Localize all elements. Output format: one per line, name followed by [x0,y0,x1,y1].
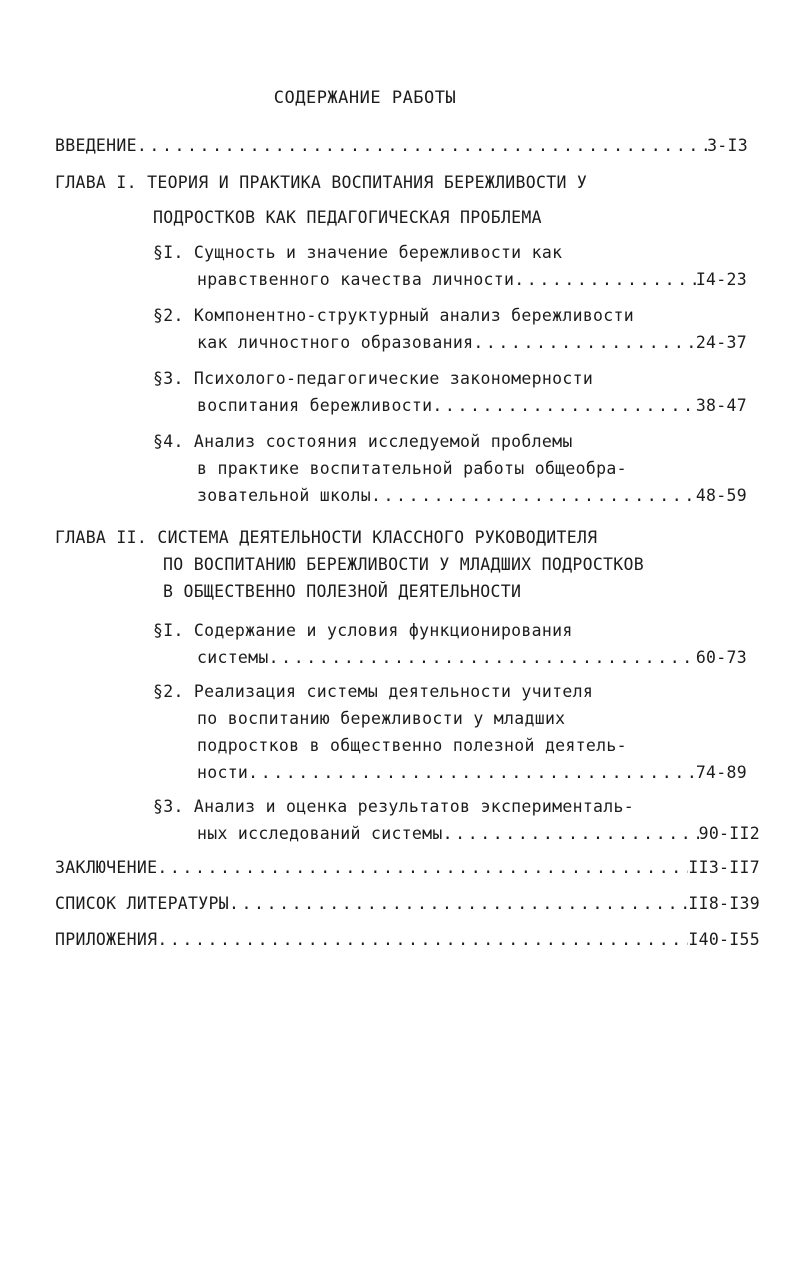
toc-label: воспитания бережливости [197,396,433,415]
toc-label: нравственного качества личности [197,270,515,289]
chapter-1-heading-line-2: ПОДРОСТКОВ КАК ПЕДАГОГИЧЕСКАЯ ПРОБЛЕМА [153,208,542,227]
toc-entry-section-1-2 [197,333,747,353]
toc-entry-bibliography [55,894,760,914]
toc-dot-leader [371,486,696,506]
toc-entry-appendix [55,930,760,950]
toc-dot-leader [443,824,699,844]
section-1-4-line-2: в практике воспитательной работы общеобра- [197,459,627,478]
toc-label: системы [197,648,269,667]
toc-entry-conclusion [55,858,760,878]
toc-dot-leader [157,930,688,950]
chapter-2-heading-line-3: В ОБЩЕСТВЕННО ПОЛЕЗНОЙ ДЕЯТЕЛЬНОСТИ [163,582,522,601]
page-title: СОДЕРЖАНИЕ РАБОТЫ [273,88,457,108]
toc-label: ности [197,763,249,782]
section-2-1-line-1: §I. Содержание и условия функционирования [153,621,573,640]
toc-entry-section-2-2 [197,763,747,783]
toc-page-range: 24-37 [695,333,747,352]
toc-label: ВВЕДЕНИЕ [55,136,137,155]
section-1-3-line-1: §3. Психолого-педагогические закономерности [153,369,594,388]
toc-label: ных исследований системы [197,824,443,843]
section-2-2-line-1: §2. Реализация системы деятельности учителя [153,682,594,701]
toc-dot-leader [137,136,707,156]
section-2-2-line-2: по воспитанию бережливости у младших [197,709,566,728]
toc-dot-leader [432,396,695,416]
toc-label: зовательной школы [197,486,371,505]
toc-label: ЗАКЛЮЧЕНИЕ [55,858,158,877]
toc-page-range: 74-89 [695,763,747,782]
toc-page-range: II8-I39 [688,894,760,913]
toc-dot-leader [248,763,696,783]
toc-entry-section-2-3 [197,824,760,844]
toc-page-range: 90-II2 [698,824,760,843]
toc-dot-leader [514,270,696,290]
toc-page-range: 60-73 [695,648,747,667]
section-2-2-line-3: подростков в общественно полезной деятель- [197,736,627,755]
toc-dot-leader [229,894,688,914]
toc-dot-leader [269,648,696,668]
toc-label: ПРИЛОЖЕНИЯ [55,930,158,949]
toc-entry-section-1-1 [197,270,747,290]
toc-page-range: I4-23 [695,270,747,289]
toc-page-range: 3-I3 [707,136,748,155]
section-1-4-line-1: §4. Анализ состояния исследуемой проблемы [153,432,573,451]
toc-dot-leader [473,333,696,353]
toc-page-range: I40-I55 [688,930,760,949]
toc-entry-intro [55,136,748,156]
toc-page-range: 38-47 [695,396,747,415]
chapter-1-heading-line-1: ГЛАВА I. ТЕОРИЯ И ПРАКТИКА ВОСПИТАНИЯ БЕРЕЖЛИВОСТИ У [55,173,588,192]
toc-label: СПИСОК ЛИТЕРАТУРЫ [55,894,229,913]
toc-dot-leader [157,858,688,878]
toc-page-range: II3-II7 [688,858,760,877]
toc-entry-section-1-3 [197,396,747,416]
chapter-2-heading-line-1: ГЛАВА II. СИСТЕМА ДЕЯТЕЛЬНОСТИ КЛАССНОГО РУКОВОДИТЕЛЯ [55,528,598,547]
section-1-1-line-1: §I. Сущность и значение бережливости как [153,243,563,262]
toc-label: как личностного образования [197,333,474,352]
toc-page-range: 48-59 [695,486,747,505]
section-1-2-line-1: §2. Компонентно-структурный анализ бережливости [153,306,634,325]
chapter-2-heading-line-2: ПО ВОСПИТАНИЮ БЕРЕЖЛИВОСТИ У МЛАДШИХ ПОДРОСТКОВ [163,555,644,574]
toc-entry-section-1-4 [197,486,747,506]
section-2-3-line-1: §3. Анализ и оценка результатов эксперименталь- [153,797,634,816]
toc-entry-section-2-1 [197,648,747,668]
